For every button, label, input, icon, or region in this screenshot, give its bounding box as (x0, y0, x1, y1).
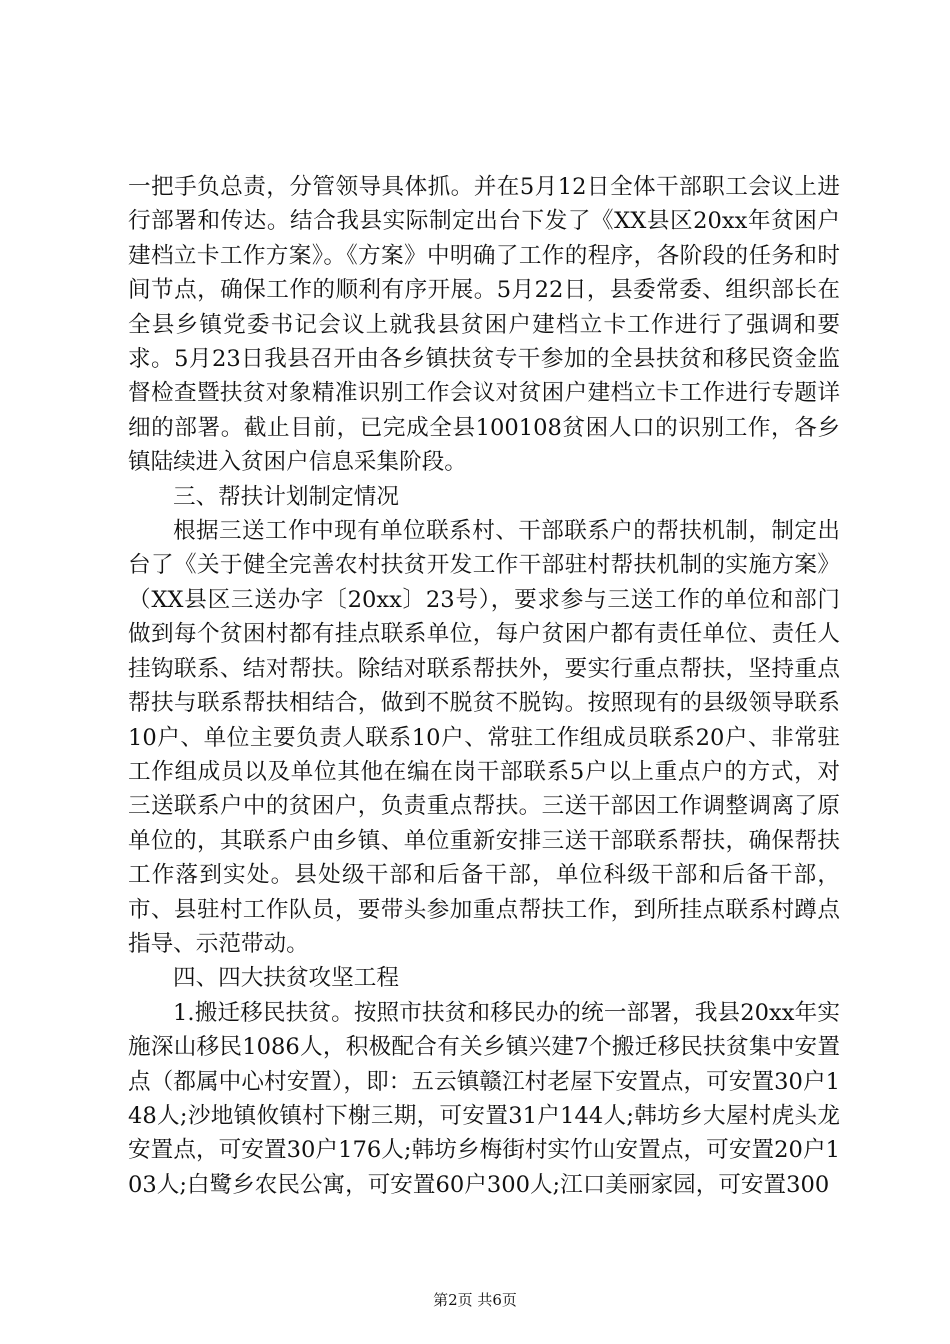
body-paragraph: 一把手负总责，分管领导具体抓。并在5月12日全体干部职工会议上进行部署和传达。结合我县实际制定出台下发了《XX县区20xx年贫困户建档立卡工作方案》。《方案》中明确了工作的程序，各阶段的任务和时间节点，确保工作的顺利有序开展。5月22日，县委常委、组织部长在全县乡镇党委书记会议上就我县贫困户建档立卡工作进行了强调和要求。5月23日我县召开由各乡镇扶贫专干参加的全县扶贫和移民资金监督检查暨扶贫对象精准识别工作会议对贫困户建档立卡工作进行专题详细的部署。截止目前，已完成全县100108贫困人口的识别工作，各乡镇陆续进入贫困户信息采集阶段。 (128, 174, 840, 476)
page-footer: 第2页 共6页 (433, 1291, 517, 1309)
section-heading: 四、四大扶贫攻坚工程 (173, 965, 399, 992)
section-heading: 三、帮扶计划制定情况 (173, 483, 399, 510)
document-body (128, 170, 840, 1202)
body-paragraph: 根据三送工作中现有单位联系村、干部联系户的帮扶机制，制定出台了《关于健全完善农村扶贫开发工作干部驻村帮扶机制的实施方案》（XX县区三送办字〔20xx〕23号），要求参与三送工作的单位和部门做到每个贫困村都有挂点联系单位，每户贫困户都有责任单位、责任人挂钩联系、结对帮扶。除结对联系帮扶外，要实行重点帮扶，坚持重点帮扶与联系帮扶相结合，做到不脱贫不脱钩。按照现有的县级领导联系10户、单位主要负责人联系10户、常驻工作组成员联系20户、非常驻工作组成员以及单位其他在编在岗干部联系5户以上重点户的方式，对三送联系户中的贫困户，负责重点帮扶。三送干部因工作调整调离了原单位的，其联系户由乡镇、单位重新安排三送干部联系帮扶，确保帮扶工作落到实处。县处级干部和后备干部，单位科级干部和后备干部，市、县驻村工作队员，要带头参加重点帮扶工作，到所挂点联系村蹲点指导、示范带动。 (128, 518, 840, 957)
body-paragraph: 1.搬迁移民扶贫。按照市扶贫和移民办的统一部署，我县20xx年实施深山移民1086人，积极配合有关乡镇兴建7个搬迁移民扶贫集中安置点（都属中心村安置），即：五云镇赣江村老屋下安置点，可安置30户148人;沙地镇攸镇村下榭三期，可安置31户144人;韩坊乡大屋村虎头龙安置点，可安置30户176人;韩坊乡梅街村实竹山安置点，可安置20户103人;白鹭乡农民公寓，可安置60户300人;江口美丽家园，可安置300 (128, 999, 840, 1198)
